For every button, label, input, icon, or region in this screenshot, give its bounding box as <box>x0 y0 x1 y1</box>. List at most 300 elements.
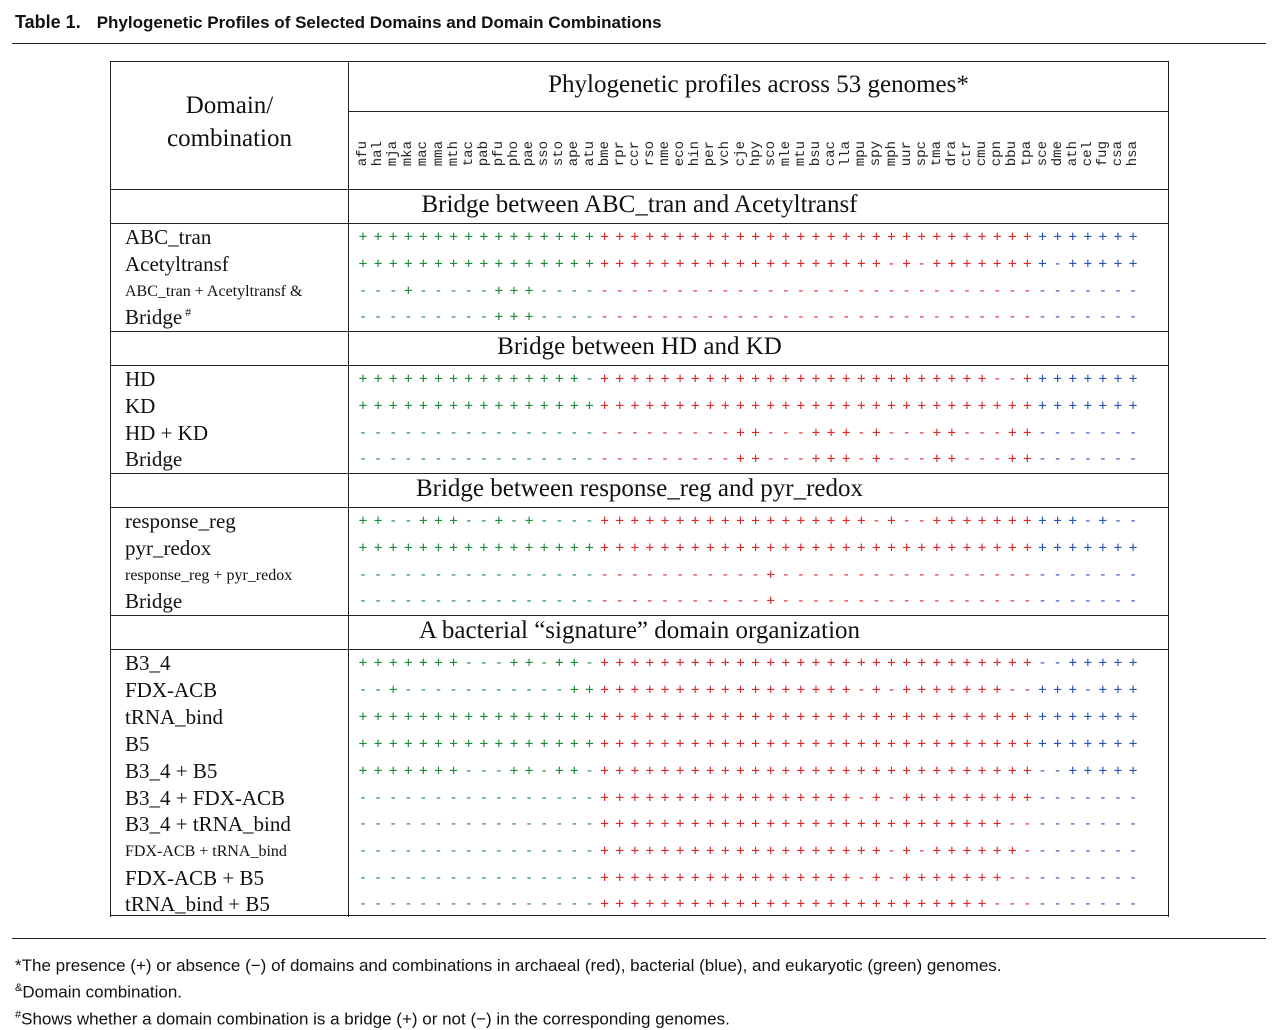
profile-cell: - <box>585 283 594 299</box>
profile-cell: - <box>524 843 534 859</box>
profile-cell: + <box>660 736 670 752</box>
profile-cell: + <box>887 655 896 671</box>
profile-cell: + <box>721 513 730 529</box>
profile-cell: + <box>781 870 791 886</box>
profile-cell: - <box>539 425 549 441</box>
profile-cell: - <box>887 425 896 441</box>
profile-cell: + <box>1128 709 1138 725</box>
profile-cell: - <box>841 309 851 325</box>
profile-cell: + <box>781 229 791 245</box>
footnote-text: Shows whether a domain combination is a bridge (+) or not (−) in the corresponding genomes. <box>21 1009 730 1029</box>
domain-column-header <box>111 89 348 155</box>
profile-cell: - <box>1068 567 1077 583</box>
profile-cell: + <box>373 256 383 272</box>
row-label-text: B5 <box>125 732 150 756</box>
profile-cell: - <box>781 309 791 325</box>
profile-cell: - <box>524 682 534 698</box>
profile-cell: + <box>630 763 640 779</box>
profile-cell: - <box>1053 451 1062 467</box>
profile-cell: + <box>555 398 564 414</box>
profile-cell: - <box>660 309 670 325</box>
profile-cell: - <box>404 513 413 529</box>
profile-cell: - <box>1038 870 1047 886</box>
genome-label: cel <box>1079 141 1096 167</box>
profile-cell: + <box>1068 256 1077 272</box>
profile-cell: + <box>1053 513 1062 529</box>
genome-label: cpn <box>989 141 1006 167</box>
profile-cell: + <box>872 655 881 671</box>
profile-cell: + <box>932 425 942 441</box>
row-label <box>125 536 211 561</box>
profile-cell: - <box>962 451 972 467</box>
profile-cell: + <box>615 870 624 886</box>
profile-cell: - <box>1008 816 1017 832</box>
profile-cell: + <box>872 425 881 441</box>
profile-cell: - <box>464 790 473 806</box>
profile-cell: + <box>690 790 700 806</box>
profile-cell: - <box>872 283 881 299</box>
profile-cell: - <box>690 309 700 325</box>
profile-cell: + <box>902 256 911 272</box>
profile-cell: + <box>796 398 806 414</box>
profile-cell: + <box>1008 425 1017 441</box>
profile-cell: - <box>1038 655 1047 671</box>
profile-cell: + <box>766 896 775 912</box>
profile-cell: - <box>811 593 821 609</box>
profile-cell: + <box>947 655 957 671</box>
profile-cell: + <box>1038 256 1047 272</box>
profile-cell: + <box>373 763 383 779</box>
profile-cell: - <box>524 870 534 886</box>
profile-cell: - <box>1113 896 1123 912</box>
profile-cell: - <box>675 283 685 299</box>
profile-cell: - <box>555 425 564 441</box>
profile-cell: + <box>962 736 972 752</box>
genome-label: mac <box>415 141 432 167</box>
profile-cell: + <box>721 790 730 806</box>
profile-cell: - <box>539 896 549 912</box>
profile-cell: - <box>751 567 760 583</box>
profile-cell: + <box>977 655 987 671</box>
profile-cell: + <box>857 513 866 529</box>
profile-cell: + <box>857 709 866 725</box>
profile-cell: + <box>902 843 911 859</box>
footnote <box>15 977 1002 1004</box>
profile-cell: + <box>373 540 383 556</box>
profile-cell: - <box>917 843 926 859</box>
profile-cell: + <box>419 229 428 245</box>
profile-cell: - <box>570 816 579 832</box>
profile-cell: - <box>404 816 413 832</box>
profile-cell: - <box>509 790 519 806</box>
profile-cell: + <box>811 816 821 832</box>
genome-label: per <box>702 141 719 167</box>
profile-cell: + <box>841 790 851 806</box>
profile-cell: + <box>932 816 942 832</box>
profile-cell: + <box>811 540 821 556</box>
profile-cell: - <box>434 843 443 859</box>
profile-cell: - <box>555 870 564 886</box>
row-label-text: HD <box>125 367 156 391</box>
profile-cell: + <box>736 843 745 859</box>
profile-cell: + <box>917 682 926 698</box>
profile-cell: - <box>1023 896 1032 912</box>
profile-cell: + <box>570 398 579 414</box>
profile-cell: - <box>1038 790 1047 806</box>
profile-cell: + <box>736 425 745 441</box>
profile-cell: + <box>872 843 881 859</box>
profile-cell: - <box>555 816 564 832</box>
profile-cell: + <box>857 816 866 832</box>
profile-cell: + <box>781 736 791 752</box>
profile-cell: + <box>947 896 957 912</box>
profile-cell: - <box>373 283 383 299</box>
profile-cell: + <box>826 816 836 832</box>
profile-cell: - <box>962 309 972 325</box>
profile-cell: + <box>1008 229 1017 245</box>
profile-cell: + <box>690 256 700 272</box>
profile-cell: - <box>479 451 489 467</box>
profile-cell: + <box>630 843 640 859</box>
profile-cell: + <box>555 256 564 272</box>
profile-cell: + <box>630 229 640 245</box>
profile-cell: + <box>706 896 715 912</box>
profile-cell: + <box>1023 709 1032 725</box>
profile-cell: - <box>811 309 821 325</box>
profile-cell: - <box>494 655 504 671</box>
profile-cell: + <box>1038 736 1047 752</box>
profile-cell: - <box>781 567 791 583</box>
profile-cell: + <box>1053 371 1062 387</box>
profile-cell: + <box>947 870 957 886</box>
profile-cell: + <box>857 256 866 272</box>
profile-cell: + <box>706 229 715 245</box>
profile-cell: + <box>781 709 791 725</box>
profile-cell: - <box>917 256 926 272</box>
profile-cell: - <box>404 682 413 698</box>
profile-cell: + <box>600 256 609 272</box>
profile-cell: - <box>539 843 549 859</box>
profile-cell: - <box>962 593 972 609</box>
profile-cell: + <box>962 655 972 671</box>
profile-cell: - <box>404 896 413 912</box>
profile-cell: + <box>555 763 564 779</box>
profile-cell: + <box>464 229 473 245</box>
profile-cell: + <box>1053 682 1062 698</box>
profile-cell: - <box>857 567 866 583</box>
profile-cell: + <box>494 736 504 752</box>
profile-cell: + <box>1098 736 1108 752</box>
profile-cell: + <box>751 682 760 698</box>
profile-cell: + <box>630 790 640 806</box>
profile-cell: + <box>962 256 972 272</box>
profile-cell: - <box>539 682 549 698</box>
profile-cell: + <box>494 371 504 387</box>
profile-cell: + <box>1053 398 1062 414</box>
profile-cell: - <box>932 593 942 609</box>
profile-cell: + <box>419 736 428 752</box>
profile-cell: + <box>479 229 489 245</box>
profile-cell: + <box>675 229 685 245</box>
profile-cell: - <box>419 451 428 467</box>
row-label <box>125 759 217 784</box>
profile-cell: - <box>388 451 398 467</box>
profile-cell: + <box>887 513 896 529</box>
profile-cell: + <box>947 451 957 467</box>
profile-cell: + <box>751 655 760 671</box>
profile-cell: - <box>464 843 473 859</box>
profile-cell: + <box>600 816 609 832</box>
profile-cell: - <box>539 567 549 583</box>
profile-cell: + <box>766 567 775 583</box>
profile-cell: + <box>524 513 534 529</box>
profile-cell: + <box>1008 256 1017 272</box>
profile-cell: + <box>902 229 911 245</box>
profile-cell: + <box>434 256 443 272</box>
profile-cell: - <box>464 870 473 886</box>
profile-cell: - <box>570 451 579 467</box>
profile-cell: + <box>524 736 534 752</box>
genome-label: bme <box>596 141 613 167</box>
row-label <box>125 589 182 614</box>
profile-cell: + <box>841 736 851 752</box>
profile-cell: + <box>947 398 957 414</box>
profile-cell: - <box>1053 896 1062 912</box>
profile-cell: - <box>570 425 579 441</box>
profile-cell: + <box>690 896 700 912</box>
profile-cell: + <box>449 736 458 752</box>
profile-cell: - <box>977 593 987 609</box>
profile-cell: - <box>449 816 458 832</box>
profile-cell: + <box>962 843 972 859</box>
row-label <box>125 447 182 472</box>
profile-cell: - <box>1038 816 1047 832</box>
profile-cell: + <box>615 371 624 387</box>
profile-cell: + <box>751 398 760 414</box>
profile-cell: + <box>947 682 957 698</box>
profile-cell: + <box>630 256 640 272</box>
profile-cell: - <box>615 593 624 609</box>
profile-cell: + <box>1128 682 1138 698</box>
profile-cell: + <box>781 896 791 912</box>
profile-cell: + <box>992 790 1002 806</box>
profile-cell: - <box>872 593 881 609</box>
profile-cell: - <box>872 567 881 583</box>
profile-cell: + <box>962 709 972 725</box>
profile-cell: - <box>494 843 504 859</box>
profile-cell: + <box>600 513 609 529</box>
profile-cell: + <box>811 229 821 245</box>
profile-cell: - <box>690 593 700 609</box>
profile-cell: + <box>796 709 806 725</box>
profile-cell: + <box>977 513 987 529</box>
profile-cell: + <box>1023 256 1032 272</box>
profile-cell: - <box>585 763 594 779</box>
profile-cell: + <box>811 655 821 671</box>
genome-label: uur <box>898 141 915 167</box>
profile-cell: - <box>917 567 926 583</box>
profile-cell: - <box>1068 816 1077 832</box>
profile-cell: + <box>721 655 730 671</box>
profile-cell: - <box>585 655 594 671</box>
profile-cell: + <box>1068 682 1077 698</box>
profile-cell: - <box>977 567 987 583</box>
profile-cell: - <box>358 283 368 299</box>
profile-cell: + <box>509 736 519 752</box>
profile-cell: - <box>539 309 549 325</box>
profile-cell: - <box>630 309 640 325</box>
profile-cell: - <box>585 425 594 441</box>
profile-cell: + <box>947 229 957 245</box>
profile-cell: + <box>887 896 896 912</box>
genome-label: lla <box>838 141 855 167</box>
profile-cell: + <box>857 736 866 752</box>
profile-cell: - <box>434 283 443 299</box>
profile-cell: + <box>766 593 775 609</box>
profile-cell: + <box>841 843 851 859</box>
profile-cell: + <box>388 398 398 414</box>
profile-cell: + <box>1068 655 1077 671</box>
profile-cell: + <box>872 870 881 886</box>
profile-cell: - <box>721 309 730 325</box>
profile-cell: + <box>434 371 443 387</box>
profile-cell: + <box>660 790 670 806</box>
profile-cell: + <box>841 256 851 272</box>
profile-cell: + <box>781 540 791 556</box>
footnote-mark: # <box>15 1008 22 1021</box>
profile-cell: + <box>751 790 760 806</box>
profile-cell: + <box>600 790 609 806</box>
profile-cell: + <box>539 736 549 752</box>
profile-cell: - <box>479 682 489 698</box>
genome-label: hal <box>370 141 387 167</box>
profile-cell: - <box>1068 896 1077 912</box>
profile-cell: + <box>917 763 926 779</box>
profile-cell: + <box>811 451 821 467</box>
profile-cell: + <box>826 896 836 912</box>
profile-cell: + <box>388 371 398 387</box>
profile-cell: + <box>766 763 775 779</box>
profile-cell: - <box>675 309 685 325</box>
profile-cell: + <box>449 763 458 779</box>
profile-cell: + <box>766 816 775 832</box>
row-label-text: FDX-ACB + B5 <box>125 866 265 890</box>
profile-cell: + <box>373 655 383 671</box>
profile-cell: + <box>706 256 715 272</box>
profile-cell: + <box>811 398 821 414</box>
profile-cell: + <box>841 540 851 556</box>
profile-cell: - <box>449 425 458 441</box>
footnote-text: Domain combination. <box>22 982 183 1002</box>
profile-cell: + <box>494 513 504 529</box>
table-caption <box>15 12 662 33</box>
profile-cell: + <box>766 655 775 671</box>
profile-cell: - <box>1128 309 1138 325</box>
profile-cell: - <box>464 682 473 698</box>
profile-cell: - <box>992 371 1002 387</box>
profile-cell: + <box>690 763 700 779</box>
profile-cell: - <box>857 870 866 886</box>
profile-cell: - <box>1008 371 1017 387</box>
profile-cell: - <box>1053 816 1062 832</box>
profile-cell: + <box>449 655 458 671</box>
profile-cell: - <box>419 870 428 886</box>
profile-cell: + <box>1023 425 1032 441</box>
genome-label: mth <box>445 141 462 167</box>
profile-cell: + <box>1023 451 1032 467</box>
row-label-text: B3_4 + B5 <box>125 759 218 783</box>
profile-cell: + <box>570 736 579 752</box>
profile-cell: - <box>449 896 458 912</box>
profile-cell: + <box>977 682 987 698</box>
profile-cell: - <box>1053 870 1062 886</box>
profile-cell: - <box>1023 870 1032 886</box>
profile-cell: + <box>811 763 821 779</box>
profile-cell: + <box>1098 540 1108 556</box>
profile-cell: - <box>1083 843 1093 859</box>
profile-cell: + <box>585 682 594 698</box>
profile-cell: - <box>464 513 473 529</box>
profile-cell: - <box>630 567 640 583</box>
profile-cell: + <box>600 736 609 752</box>
profile-cell: - <box>917 425 926 441</box>
profile-cell: + <box>1053 229 1062 245</box>
profile-cell: + <box>373 709 383 725</box>
profile-cell: + <box>992 816 1002 832</box>
profile-cell: - <box>645 451 655 467</box>
profile-cell: + <box>932 843 942 859</box>
profile-subheader-line <box>348 111 1168 112</box>
profile-cell: + <box>841 816 851 832</box>
genome-label: mka <box>400 141 417 167</box>
profile-cell: + <box>962 896 972 912</box>
profile-cell: - <box>464 567 473 583</box>
profile-cell: + <box>675 655 685 671</box>
profile-cell: - <box>434 816 443 832</box>
profile-cell: - <box>358 870 368 886</box>
profile-cell: + <box>992 256 1002 272</box>
genome-label: tma <box>928 141 945 167</box>
profile-cell: - <box>404 843 413 859</box>
profile-cell: + <box>690 371 700 387</box>
profile-cell: - <box>1083 682 1093 698</box>
profile-cell: + <box>781 398 791 414</box>
profile-cell: + <box>887 763 896 779</box>
profile-cell: + <box>388 655 398 671</box>
profile-cell: + <box>555 736 564 752</box>
profile-cell: + <box>1098 371 1108 387</box>
profile-column-header: Phylogenetic profiles across 53 genomes* <box>548 71 969 98</box>
genome-label: ape <box>566 141 583 167</box>
profile-cell: + <box>404 371 413 387</box>
profile-cell: - <box>585 371 594 387</box>
profile-cell: - <box>887 843 896 859</box>
genome-label: ath <box>1064 141 1081 167</box>
genome-label: bsu <box>808 141 824 167</box>
row-label <box>125 567 292 585</box>
profile-cell: + <box>1008 790 1017 806</box>
profile-cell: + <box>766 540 775 556</box>
profile-cell: - <box>1128 513 1138 529</box>
profile-cell: + <box>857 843 866 859</box>
profile-cell: - <box>796 283 806 299</box>
profile-cell: - <box>1098 593 1108 609</box>
profile-cell: + <box>1113 736 1123 752</box>
profile-cell: + <box>630 736 640 752</box>
profile-cell: + <box>1023 790 1032 806</box>
profile-cell: - <box>509 513 519 529</box>
profile-cell: + <box>947 843 957 859</box>
